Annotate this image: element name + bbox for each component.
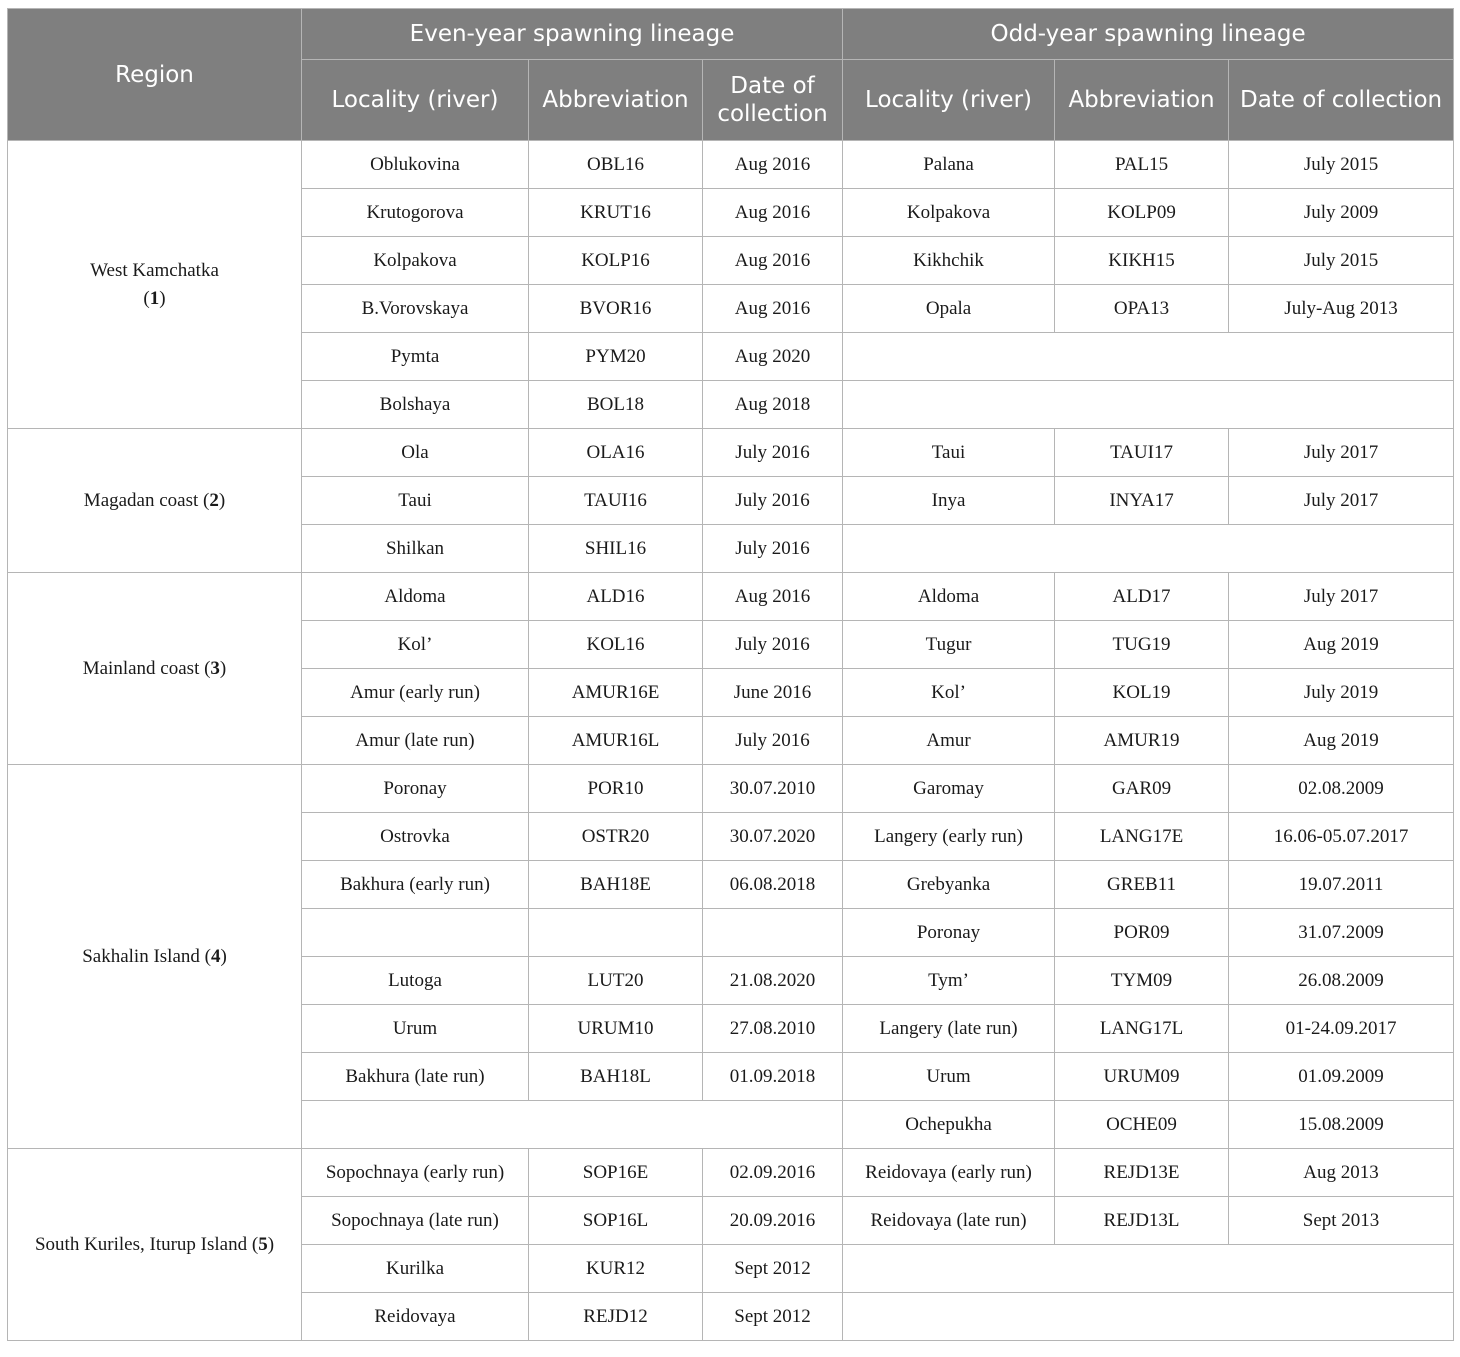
- odd-date-cell: July 2017: [1229, 573, 1454, 621]
- even-abbreviation-cell: SHIL16: [529, 525, 703, 573]
- even-locality-cell: Kol’: [302, 621, 529, 669]
- even-locality-cell: Kolpakova: [302, 237, 529, 285]
- odd-abbreviation-cell: INYA17: [1055, 477, 1229, 525]
- even-abbreviation-cell: KOL16: [529, 621, 703, 669]
- odd-locality-cell: Kikhchik: [843, 237, 1055, 285]
- even-locality-cell: Shilkan: [302, 525, 529, 573]
- even-abbreviation-cell: AMUR16E: [529, 669, 703, 717]
- even-abbreviation-cell: BVOR16: [529, 285, 703, 333]
- even-date-cell: Aug 2016: [703, 141, 843, 189]
- even-date-cell: 06.08.2018: [703, 861, 843, 909]
- odd-date-cell: July 2015: [1229, 141, 1454, 189]
- odd-locality-cell: Grebyanka: [843, 861, 1055, 909]
- odd-date-cell: 02.08.2009: [1229, 765, 1454, 813]
- even-abbreviation-cell: POR10: [529, 765, 703, 813]
- region-number: 5: [258, 1233, 268, 1255]
- odd-date-cell: 15.08.2009: [1229, 1101, 1454, 1149]
- odd-abbreviation-cell: TYM09: [1055, 957, 1229, 1005]
- region-name: Mainland coast: [82, 657, 200, 679]
- odd-date-cell: 01.09.2009: [1229, 1053, 1454, 1101]
- odd-locality-cell: Reidovaya (early run): [843, 1149, 1055, 1197]
- even-locality-cell: Pymta: [302, 333, 529, 381]
- odd-date-cell: July-Aug 2013: [1229, 285, 1454, 333]
- even-locality-cell: B.Vorovskaya: [302, 285, 529, 333]
- odd-date-cell: July 2017: [1229, 429, 1454, 477]
- even-locality-cell: Lutoga: [302, 957, 529, 1005]
- table-row: [8, 573, 1454, 621]
- odd-locality-cell: Amur: [843, 717, 1055, 765]
- odd-abbreviation-cell: LANG17L: [1055, 1005, 1229, 1053]
- table-row: [8, 141, 1454, 189]
- odd-date-cell: Sept 2013: [1229, 1197, 1454, 1245]
- odd-empty-cell: [843, 1293, 1454, 1341]
- even-abbreviation-cell: OBL16: [529, 141, 703, 189]
- odd-abbreviation-cell: PAL15: [1055, 141, 1229, 189]
- odd-abbreviation-cell: GAR09: [1055, 765, 1229, 813]
- even-locality-cell: Krutogorova: [302, 189, 529, 237]
- table-body: [8, 141, 1454, 1341]
- header-even-abbreviation: Abbreviation: [529, 60, 703, 141]
- even-abbreviation-cell: REJD12: [529, 1293, 703, 1341]
- odd-abbreviation-cell: REJD13L: [1055, 1197, 1229, 1245]
- even-locality-cell: Aldoma: [302, 573, 529, 621]
- odd-abbreviation-cell: TAUI17: [1055, 429, 1229, 477]
- odd-abbreviation-cell: TUG19: [1055, 621, 1229, 669]
- region-name: South Kuriles, Iturup Island: [34, 1233, 248, 1255]
- even-date-cell: 30.07.2020: [703, 813, 843, 861]
- even-date-cell: June 2016: [703, 669, 843, 717]
- even-date-cell: [703, 909, 843, 957]
- odd-locality-cell: Ochepukha: [843, 1101, 1055, 1149]
- even-locality-cell: Bakhura (early run): [302, 861, 529, 909]
- odd-date-cell: 19.07.2011: [1229, 861, 1454, 909]
- even-date-cell: Sept 2012: [703, 1293, 843, 1341]
- region-cell: West Kamchatka (1): [8, 141, 302, 429]
- even-locality-cell: Sopochnaya (late run): [302, 1197, 529, 1245]
- odd-abbreviation-cell: AMUR19: [1055, 717, 1229, 765]
- odd-locality-cell: Palana: [843, 141, 1055, 189]
- odd-abbreviation-cell: POR09: [1055, 909, 1229, 957]
- odd-date-cell: Aug 2019: [1229, 717, 1454, 765]
- even-locality-cell: Bolshaya: [302, 381, 529, 429]
- even-abbreviation-cell: ALD16: [529, 573, 703, 621]
- even-date-cell: 20.09.2016: [703, 1197, 843, 1245]
- region-cell: Mainland coast (3): [8, 573, 302, 765]
- even-abbreviation-cell: OSTR20: [529, 813, 703, 861]
- region-name: Sakhalin Island: [82, 945, 200, 967]
- odd-date-cell: 26.08.2009: [1229, 957, 1454, 1005]
- odd-date-cell: 16.06-05.07.2017: [1229, 813, 1454, 861]
- odd-abbreviation-cell: URUM09: [1055, 1053, 1229, 1101]
- odd-locality-cell: Kolpakova: [843, 189, 1055, 237]
- odd-date-cell: 01-24.09.2017: [1229, 1005, 1454, 1053]
- odd-locality-cell: Taui: [843, 429, 1055, 477]
- odd-locality-cell: Poronay: [843, 909, 1055, 957]
- odd-abbreviation-cell: GREB11: [1055, 861, 1229, 909]
- odd-empty-cell: [843, 381, 1454, 429]
- even-date-cell: July 2016: [703, 717, 843, 765]
- region-name: Magadan coast: [83, 489, 199, 511]
- even-abbreviation-cell: KRUT16: [529, 189, 703, 237]
- even-abbreviation-cell: KUR12: [529, 1245, 703, 1293]
- even-date-cell: 02.09.2016: [703, 1149, 843, 1197]
- even-locality-cell: Ostrovka: [302, 813, 529, 861]
- odd-date-cell: Aug 2013: [1229, 1149, 1454, 1197]
- even-locality-cell: Urum: [302, 1005, 529, 1053]
- even-date-cell: July 2016: [703, 477, 843, 525]
- region-number: 1: [149, 287, 160, 309]
- region-cell: South Kuriles, Iturup Island (5): [8, 1149, 302, 1341]
- even-abbreviation-cell: URUM10: [529, 1005, 703, 1053]
- odd-abbreviation-cell: KIKH15: [1055, 237, 1229, 285]
- table-row: [8, 765, 1454, 813]
- even-locality-cell: Kurilka: [302, 1245, 529, 1293]
- odd-abbreviation-cell: OPA13: [1055, 285, 1229, 333]
- odd-locality-cell: Urum: [843, 1053, 1055, 1101]
- region-cell: Sakhalin Island (4): [8, 765, 302, 1149]
- even-abbreviation-cell: KOLP16: [529, 237, 703, 285]
- even-locality-cell: Oblukovina: [302, 141, 529, 189]
- even-date-cell: Aug 2020: [703, 333, 843, 381]
- odd-empty-cell: [843, 1245, 1454, 1293]
- header-odd-locality: Locality (river): [843, 60, 1055, 141]
- odd-abbreviation-cell: REJD13E: [1055, 1149, 1229, 1197]
- header-even-locality: Locality (river): [302, 60, 529, 141]
- odd-locality-cell: Aldoma: [843, 573, 1055, 621]
- even-empty-cell: [302, 1101, 843, 1149]
- even-abbreviation-cell: AMUR16L: [529, 717, 703, 765]
- header-even-date: Date of collection: [703, 60, 843, 141]
- even-abbreviation-cell: TAUI16: [529, 477, 703, 525]
- odd-date-cell: July 2015: [1229, 237, 1454, 285]
- even-abbreviation-cell: BAH18E: [529, 861, 703, 909]
- region-cell: Magadan coast (2): [8, 429, 302, 573]
- even-abbreviation-cell: SOP16E: [529, 1149, 703, 1197]
- region-number: 2: [209, 489, 219, 511]
- even-locality-cell: Amur (late run): [302, 717, 529, 765]
- odd-locality-cell: Inya: [843, 477, 1055, 525]
- even-locality-cell: Amur (early run): [302, 669, 529, 717]
- table-row: [8, 1149, 1454, 1197]
- even-locality-cell: [302, 909, 529, 957]
- even-abbreviation-cell: PYM20: [529, 333, 703, 381]
- even-date-cell: Aug 2016: [703, 285, 843, 333]
- odd-locality-cell: Langery (early run): [843, 813, 1055, 861]
- even-date-cell: Aug 2016: [703, 189, 843, 237]
- even-date-cell: 01.09.2018: [703, 1053, 843, 1101]
- header-even-year: Even-year spawning lineage: [302, 9, 843, 60]
- odd-date-cell: July 2017: [1229, 477, 1454, 525]
- even-locality-cell: Ola: [302, 429, 529, 477]
- odd-locality-cell: Reidovaya (late run): [843, 1197, 1055, 1245]
- odd-locality-cell: Tym’: [843, 957, 1055, 1005]
- even-date-cell: 21.08.2020: [703, 957, 843, 1005]
- header-odd-year: Odd-year spawning lineage: [843, 9, 1454, 60]
- odd-locality-cell: Opala: [843, 285, 1055, 333]
- even-locality-cell: Poronay: [302, 765, 529, 813]
- region-name: West Kamchatka: [90, 259, 219, 281]
- odd-empty-cell: [843, 525, 1454, 573]
- odd-date-cell: 31.07.2009: [1229, 909, 1454, 957]
- even-date-cell: Sept 2012: [703, 1245, 843, 1293]
- even-date-cell: Aug 2018: [703, 381, 843, 429]
- even-locality-cell: Bakhura (late run): [302, 1053, 529, 1101]
- even-abbreviation-cell: BAH18L: [529, 1053, 703, 1101]
- header-odd-date: Date of collection: [1229, 60, 1454, 141]
- even-date-cell: Aug 2016: [703, 573, 843, 621]
- even-date-cell: Aug 2016: [703, 237, 843, 285]
- odd-empty-cell: [843, 333, 1454, 381]
- odd-locality-cell: Langery (late run): [843, 1005, 1055, 1053]
- table-row: [8, 429, 1454, 477]
- even-date-cell: July 2016: [703, 621, 843, 669]
- odd-abbreviation-cell: ALD17: [1055, 573, 1229, 621]
- odd-locality-cell: Tugur: [843, 621, 1055, 669]
- odd-locality-cell: Garomay: [843, 765, 1055, 813]
- even-locality-cell: Reidovaya: [302, 1293, 529, 1341]
- even-locality-cell: Sopochnaya (early run): [302, 1149, 529, 1197]
- region-number: 3: [210, 657, 220, 679]
- even-date-cell: 27.08.2010: [703, 1005, 843, 1053]
- odd-date-cell: July 2019: [1229, 669, 1454, 717]
- header-odd-abbreviation: Abbreviation: [1055, 60, 1229, 141]
- sample-table: [7, 8, 1454, 1341]
- even-abbreviation-cell: SOP16L: [529, 1197, 703, 1245]
- even-date-cell: July 2016: [703, 525, 843, 573]
- even-abbreviation-cell: BOL18: [529, 381, 703, 429]
- even-abbreviation-cell: [529, 909, 703, 957]
- even-abbreviation-cell: LUT20: [529, 957, 703, 1005]
- odd-abbreviation-cell: KOL19: [1055, 669, 1229, 717]
- odd-locality-cell: Kol’: [843, 669, 1055, 717]
- even-abbreviation-cell: OLA16: [529, 429, 703, 477]
- odd-abbreviation-cell: LANG17E: [1055, 813, 1229, 861]
- region-number: 4: [210, 945, 221, 967]
- even-date-cell: July 2016: [703, 429, 843, 477]
- odd-date-cell: Aug 2019: [1229, 621, 1454, 669]
- odd-abbreviation-cell: OCHE09: [1055, 1101, 1229, 1149]
- header-region: Region: [8, 9, 302, 141]
- even-locality-cell: Taui: [302, 477, 529, 525]
- odd-abbreviation-cell: KOLP09: [1055, 189, 1229, 237]
- odd-date-cell: July 2009: [1229, 189, 1454, 237]
- even-date-cell: 30.07.2010: [703, 765, 843, 813]
